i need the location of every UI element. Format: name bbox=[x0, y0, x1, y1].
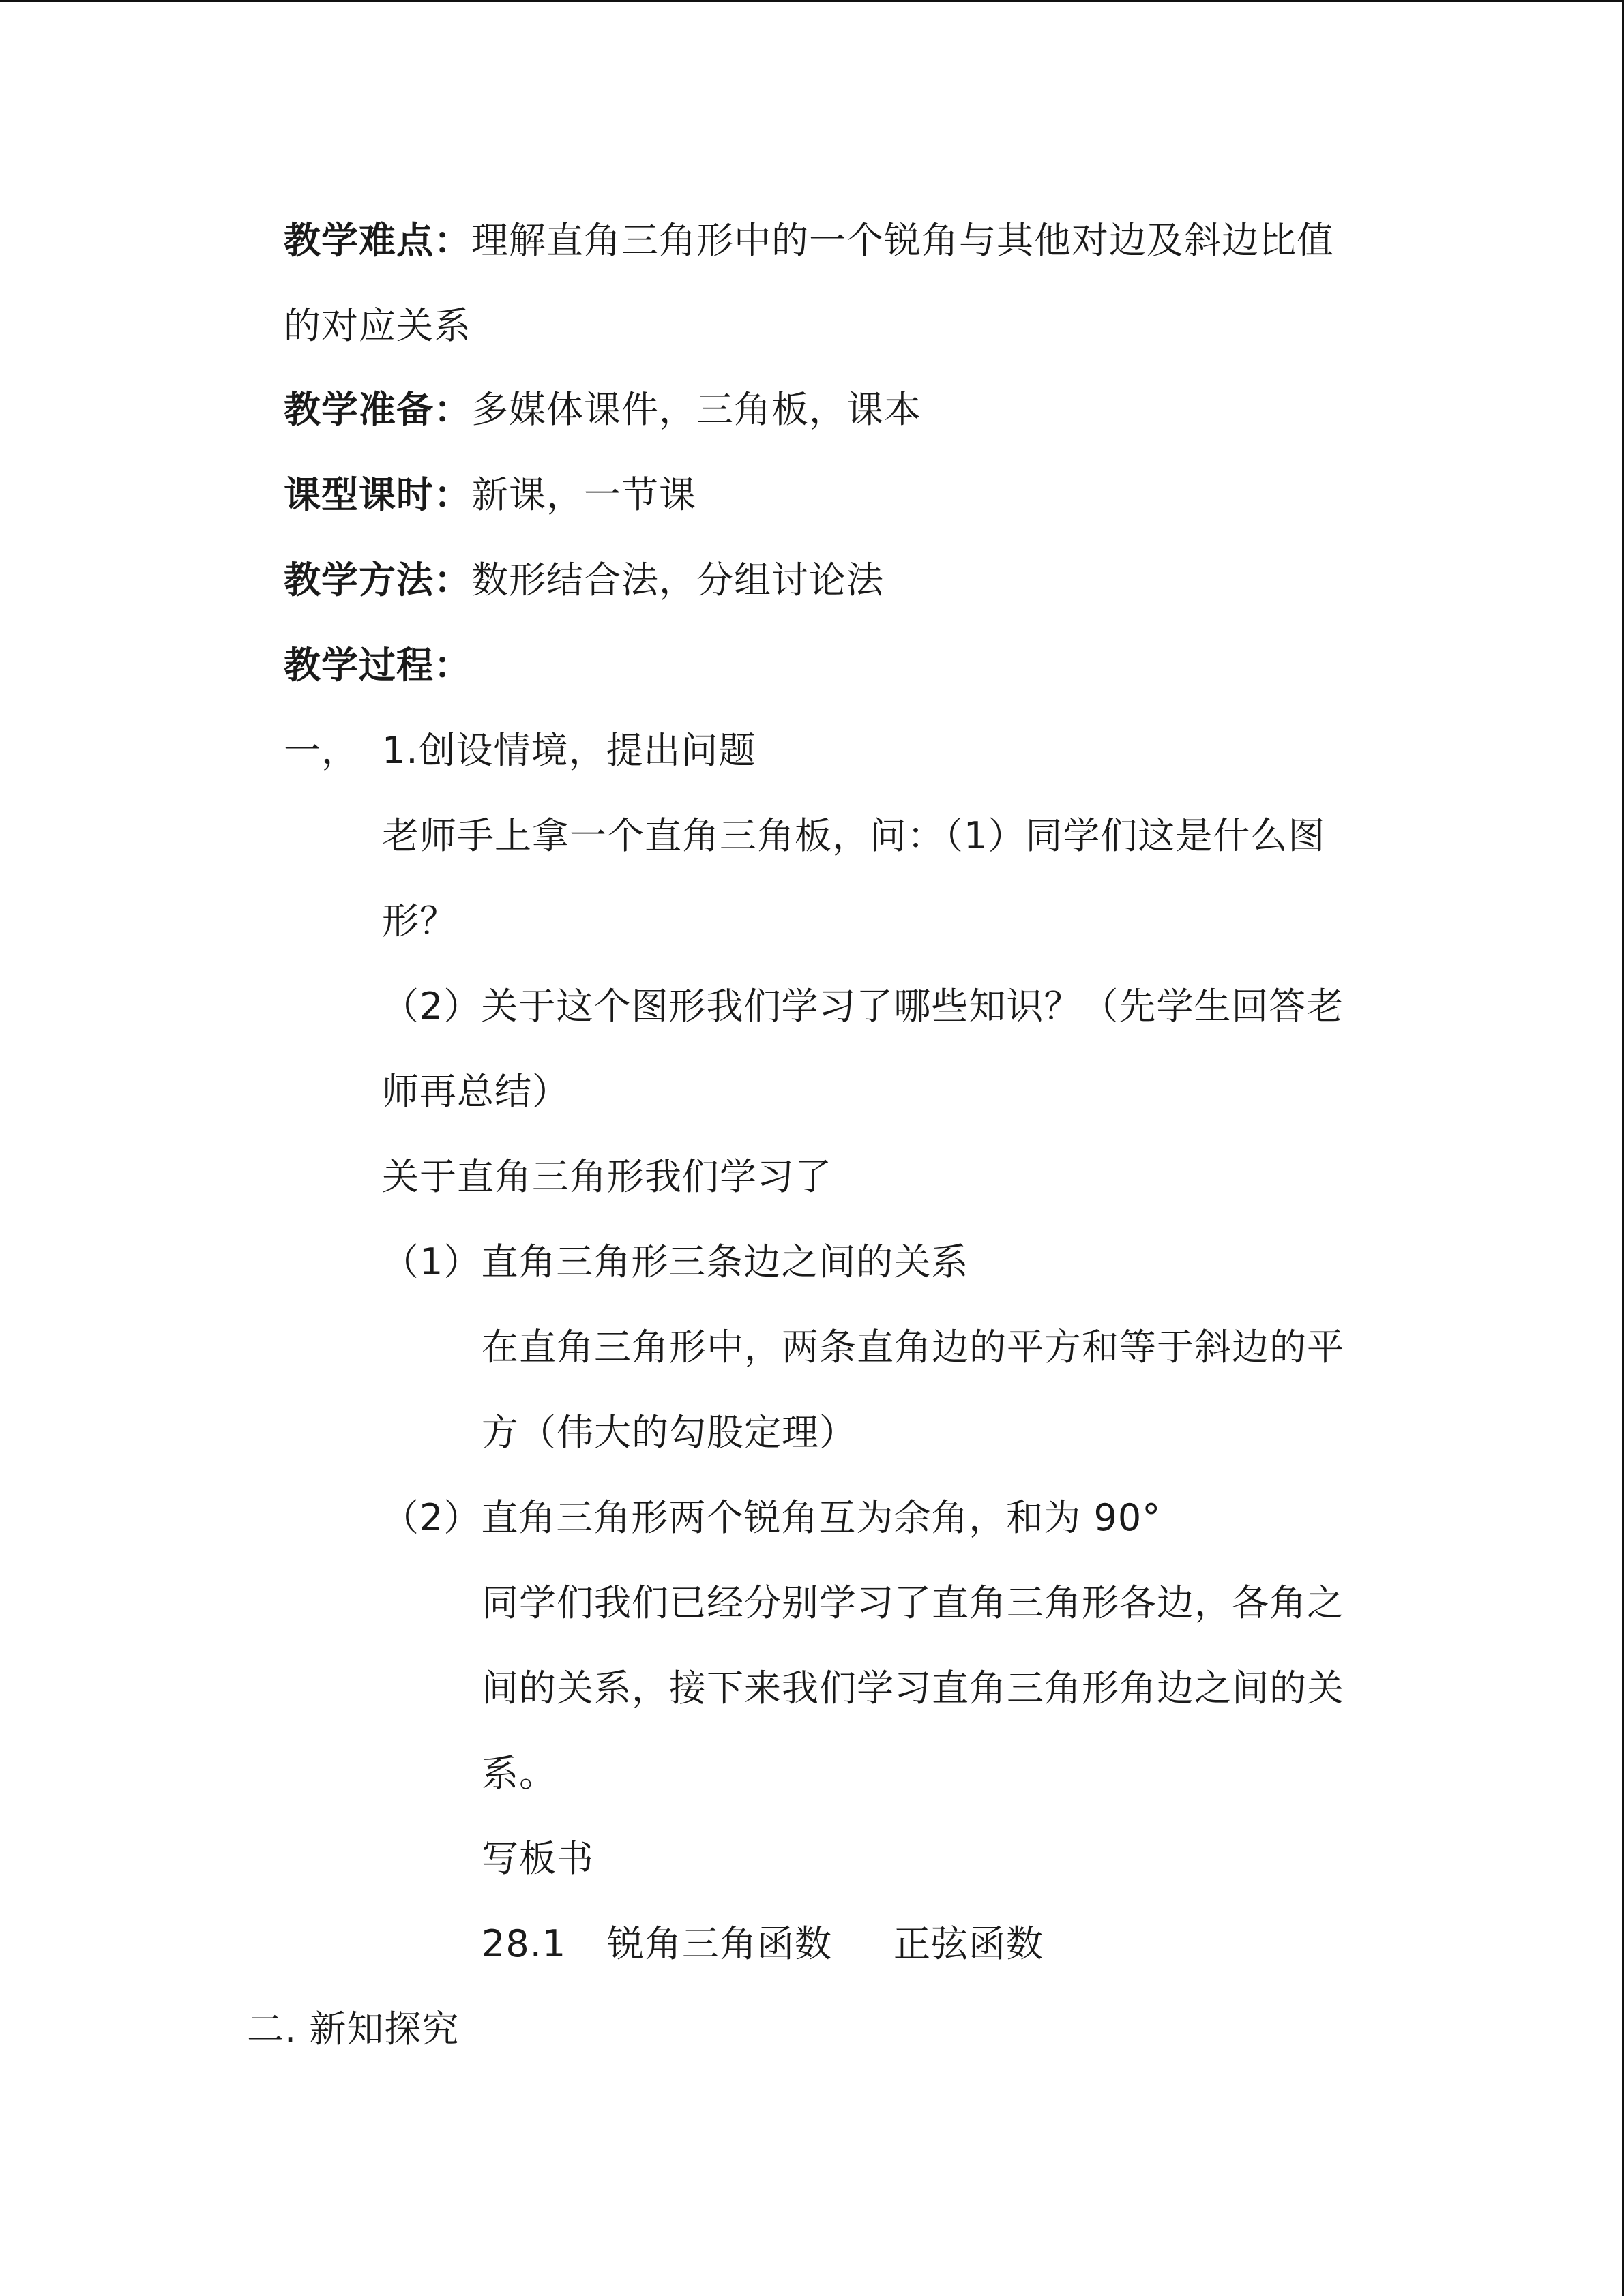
preparation-label: 教学准备： bbox=[284, 388, 471, 431]
process-label: 教学过程： bbox=[284, 644, 471, 687]
section1-para2: （2）关于这个图形我们学习了哪些知识？（先学生回答老 bbox=[382, 985, 1344, 1028]
difficulty-text: 理解直角三角形中的一个锐角与其他对边及斜边比值 bbox=[471, 219, 1334, 262]
board-title: 锐角三角函数 bbox=[607, 1922, 832, 1965]
list-item-1-title: 直角三角形三条边之间的关系 bbox=[481, 1240, 969, 1283]
difficulty-continuation: 的对应关系 bbox=[284, 304, 471, 347]
preparation-line bbox=[284, 386, 921, 434]
preparation-text: 多媒体课件，三角板，课本 bbox=[471, 388, 921, 431]
section1-para3: 关于直角三角形我们学习了 bbox=[382, 1155, 832, 1198]
top-border bbox=[0, 0, 1624, 2]
method-label: 教学方法： bbox=[284, 558, 471, 601]
board-number: 28.1 bbox=[482, 1922, 567, 1965]
method-text: 数形结合法，分组讨论法 bbox=[471, 558, 884, 601]
lesson-type-label: 课型课时： bbox=[284, 473, 471, 516]
list-item-1-text: 在直角三角形中，两条直角边的平方和等于斜边的平 bbox=[482, 1326, 1344, 1369]
lesson-type-text: 新课，一节课 bbox=[471, 473, 696, 516]
board-label: 写板书 bbox=[482, 1837, 594, 1880]
list-item-1 bbox=[382, 1238, 969, 1286]
list-item-2-marker: （2） bbox=[382, 1496, 482, 1539]
section1-title: 1.创设情境，提出问题 bbox=[382, 729, 756, 772]
section1-number: 一， bbox=[284, 729, 359, 772]
section1-para1: 老师手上拿一个直角三角板，问：（1）同学们这是什么图 bbox=[382, 814, 1326, 857]
lesson-type-line bbox=[284, 471, 696, 519]
list-item-2-text: 同学们我们已经分别学习了直角三角形各边，各角之 bbox=[482, 1581, 1344, 1624]
list-item-2-text-end: 系。 bbox=[482, 1752, 557, 1795]
section1-para2-cont: 师再总结） bbox=[382, 1070, 570, 1113]
list-item-1-text-cont: 方（伟大的勾股定理） bbox=[482, 1411, 857, 1454]
method-line bbox=[284, 556, 884, 604]
difficulty-line bbox=[284, 217, 1334, 265]
list-item-2 bbox=[382, 1494, 1161, 1542]
board-subtitle: 正弦函数 bbox=[894, 1922, 1044, 1965]
list-item-2-text-cont: 间的关系，接下来我们学习直角三角形角边之间的关 bbox=[482, 1667, 1344, 1710]
list-item-2-title: 直角三角形两个锐角互为余角，和为 90° bbox=[481, 1496, 1162, 1539]
list-item-1-marker: （1） bbox=[382, 1240, 482, 1283]
section1-para1-cont: 形？ bbox=[382, 899, 457, 942]
difficulty-label: 教学难点： bbox=[284, 219, 471, 262]
section2-title: 二. 新知探究 bbox=[247, 2008, 460, 2051]
